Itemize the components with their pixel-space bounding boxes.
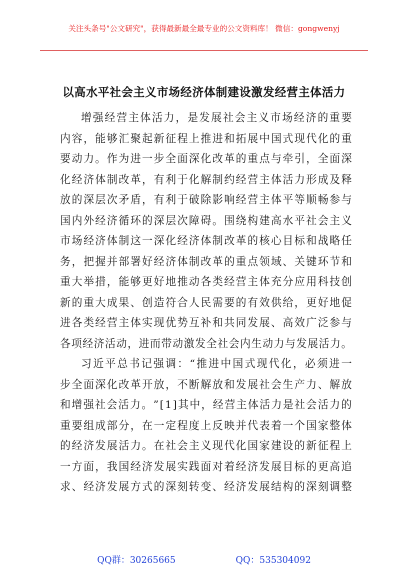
document-title: 以高水平社会主义市场经济体制建设激发经营主体活力 — [62, 85, 346, 99]
document-body — [60, 108, 352, 498]
body-line: 新 的 重 大 成 果 、 创 造 符 合 人 民 需 要 的 有 效 供 给 ， 更 好 地 促 — [60, 296, 352, 309]
footer-qq: QQ：535304092 — [235, 556, 311, 566]
body-line: 各 项 经 济 活 动 ， 进 而 带 动 激 发 全 社 会 内 生 动 力 与 发 展 活 力 。 — [60, 337, 352, 350]
body-line: 重 要 组 成 部 分 ， 在 一 定 程 度 上 反 映 并 代 表 着 一 个 国 家 整 体 — [60, 419, 352, 432]
body-line: 一 方 面 ， 我 国 经 济 发 展 实 践 面 对 着 经 济 发 展 目 标 的 更 高 追 — [60, 460, 352, 473]
page-header — [0, 0, 408, 62]
body-line: 增 强 经 营 主 体 活 力 ， 是 发 展 社 会 主 义 市 场 经 济 的 重 要 — [81, 112, 352, 124]
header-divider — [40, 50, 368, 51]
body-line: 和 增 强 社 会 活 力 。 ” [ 1 ] 其 中 ， 经 营 主 体 活 力 是 社 会 活 力 的 — [60, 399, 352, 411]
body-line: 内 容 ， 能 够 汇 聚 起 新 征 程 上 推 进 和 拓 展 中 国 式 现 代 化 的 重 — [60, 132, 352, 145]
header-notice: 关注头条号"公文研究"，获得最新最全最专业的公文资料库！ 微信：gongwenyj — [68, 24, 340, 33]
body-line: 放 的 深 层 次 矛 盾 ， 有 利 于 破 除 影 响 经 营 主 体 平 等 顺 畅 参 与 — [60, 194, 352, 206]
body-line: 重 大 举 措 ， 能 够 更 好 地 推 动 各 类 经 营 主 体 充 分 应 用 科 技 创 — [60, 276, 352, 288]
body-line: 进 各 类 经 营 主 体 实 现 优 势 互 补 和 共 同 发 展 、 高 效 广 泛 参 与 — [60, 317, 352, 329]
body-line: 市 场 经 济 体 制 这 一 深 化 经 济 体 制 改 革 的 核 心 目 标 和 战 略 任 — [60, 235, 352, 247]
page-footer — [0, 555, 408, 567]
footer-qq-group: QQ群：30265665 — [97, 556, 176, 566]
body-line: 的 经 济 发 展 活 力 。 在 社 会 主 义 现 代 化 国 家 建 设 的 新 征 程 上 — [60, 440, 352, 452]
paragraph — [60, 108, 352, 354]
paragraph — [60, 354, 352, 498]
body-line: 要 动 力 。 作 为 进 一 步 全 面 深 化 改 革 的 重 点 与 牵 引 ， 全 面 深 — [60, 153, 352, 165]
body-line: 国 内 外 经 济 循 环 的 深 层 次 障 碍 。 围 绕 构 建 高 水 平 社 会 主 义 — [60, 214, 352, 227]
body-line: 务 ， 把 握 并 部 署 好 经 济 体 制 改 革 的 重 点 领 域 、 关 键 环 节 和 — [60, 255, 352, 268]
body-line: 化 经 济 体 制 改 革 ， 有 利 于 化 解 制 约 经 营 主 体 活 力 形 成 及 释 — [60, 173, 352, 186]
body-line: 步 全 面 深 化 改 革 开 放 ， 不 断 解 放 和 发 展 社 会 生 产 力 、 解 放 — [60, 378, 352, 391]
body-line: 习 近 平 总 书 记 强 调 ： “ 推 进 中 国 式 现 代 化 ， 必 须 进 一 — [81, 358, 352, 370]
body-line: 求 、 经 济 发 展 方 式 的 深 刻 转 变 、 经 济 发 展 结 构 的 深 刻 调 整 — [60, 481, 352, 493]
